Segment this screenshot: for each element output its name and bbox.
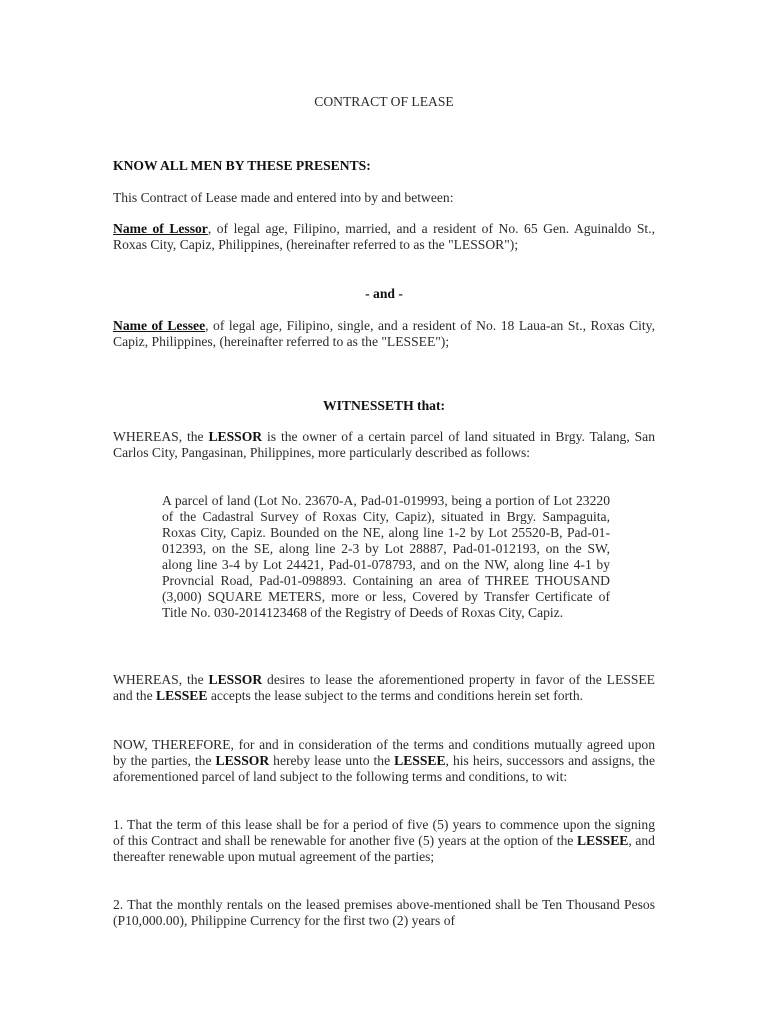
now-therefore-lessor: LESSOR bbox=[215, 753, 270, 768]
intro-paragraph: This Contract of Lease made and entered into by and between: bbox=[113, 190, 454, 205]
contract-title: CONTRACT OF LEASE bbox=[314, 94, 454, 109]
whereas2-lessee: LESSEE bbox=[156, 688, 208, 703]
lessee-details: , of legal age, Filipino, single, and a resident of No. 18 Laua-an St., Roxas City, Capiz, Philippines, (hereinafter referred to as the "LESSEE"); bbox=[113, 318, 655, 349]
lessee-paragraph bbox=[113, 318, 655, 350]
term1-post: , and thereafter renewable upon mutual agreement of the parties; bbox=[113, 833, 655, 864]
now-therefore-paragraph bbox=[113, 737, 655, 785]
whereas2-mid: desires to lease the aforementioned property in favor of the LESSEE and the bbox=[113, 672, 655, 703]
know-all-heading: KNOW ALL MEN BY THESE PRESENTS: bbox=[113, 158, 371, 173]
whereas2-pre: WHEREAS, the bbox=[113, 672, 209, 687]
term-2-paragraph: 2. That the monthly rentals on the leased premises above-mentioned shall be Ten Thousand Pesos (P10,000.00), Philippine Currency for the first two (2) years of bbox=[113, 897, 655, 928]
and-separator: - and - bbox=[365, 286, 403, 301]
now-therefore-pre: NOW, THEREFORE, for and in consideration of the terms and conditions mutually agreed upon by the parties, the bbox=[113, 737, 655, 768]
lessor-details: , of legal age, Filipino, married, and a resident of No. 65 Gen. Aguinaldo St., Roxas City, Capiz, Philippines, (hereinafter referred to as the "LESSOR"); bbox=[113, 221, 655, 252]
now-therefore-lessee: LESSEE bbox=[394, 753, 446, 768]
property-description: A parcel of land (Lot No. 23670-A, Pad-01-019993, being a portion of Lot 23220 of the Cadastral Survey of Roxas City, Capiz), situated in Brgy. Sampaguita, Roxas City, Capiz. Bounded on the NE, along line 1-2 by Lot 25520-B, Pad-01-012393, on the SE, along line 2-3 by Lot 28887, Pad-01-012193, on the SW, along line 3-4 by Lot 24421, Pad-01-078793, and on the NW, along line 4-1 by Provncial Road, Pad-01-098893. Containing an area of THREE THOUSAND (3,000) SQUARE METERS, more or less, Covered by Transfer Certificate of Title No. 030-2014123468 of the Registry of Deeds of Roxas City, Capiz. bbox=[162, 493, 610, 620]
whereas1-lessor: LESSOR bbox=[208, 429, 263, 444]
now-therefore-post: , his heirs, successors and assigns, the aforementioned parcel of land subject to the following terms and conditions, to wit: bbox=[113, 753, 655, 784]
lessee-name: Name of Lessee bbox=[113, 318, 206, 333]
term-1-paragraph bbox=[113, 817, 655, 865]
whereas2-post: accepts the lease subject to the terms and conditions herein set forth. bbox=[207, 688, 584, 703]
now-therefore-mid: hereby lease unto the bbox=[269, 753, 395, 768]
whereas1-post: is the owner of a certain parcel of land situated in Brgy. Talang, San Carlos City, Pangasinan, Philippines, more particularly described as follows: bbox=[113, 429, 655, 460]
whereas-ownership-paragraph bbox=[113, 429, 655, 461]
term1-pre: 1. That the term of this lease shall be for a period of five (5) years to commence upon the signing of this Contract and shall be renewable for another five (5) years at the option of the bbox=[113, 817, 655, 848]
lessor-paragraph bbox=[113, 221, 655, 253]
witnesseth-heading: WITNESSETH that: bbox=[323, 398, 445, 413]
whereas2-lessor: LESSOR bbox=[208, 672, 263, 687]
lessor-name: Name of Lessor bbox=[113, 221, 208, 236]
term1-lessee: LESSEE bbox=[576, 833, 629, 848]
whereas-lease-paragraph bbox=[113, 672, 655, 704]
whereas1-pre: WHEREAS, the bbox=[113, 429, 209, 444]
